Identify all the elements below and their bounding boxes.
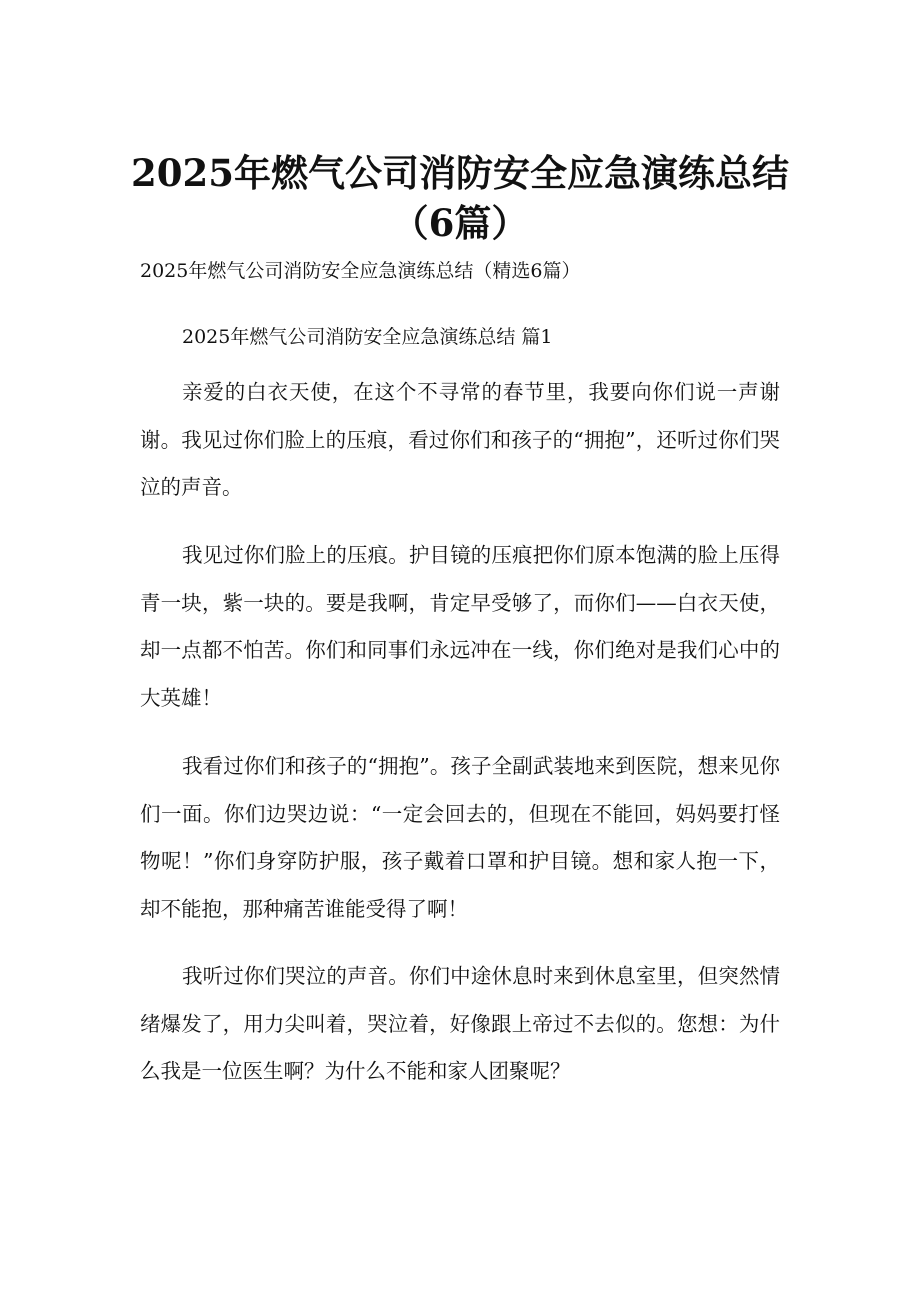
document-title: 2025年燃气公司消防安全应急演练总结（6篇） (131, 151, 789, 245)
paragraph: 我听过你们哭泣的声音。你们中途休息时来到休息室里，但突然情绪爆发了，用力尖叫着，哭泣着，好像跟上帝过不去似的。您想：为什么我是一位医生啊？为什么不能和家人团聚呢？ (140, 964, 780, 1083)
paragraph: 我看过你们和孩子的“拥抱”。孩子全副武装地来到医院，想来见你们一面。你们边哭边说：“一定会回去的，但现在不能回，妈妈要打怪物呢！”你们身穿防护服，孩子戴着口罩和护目镜。想和家人抱一下，却不能抱，那种痛苦谁能受得了啊！ (140, 754, 780, 921)
paragraph: 我见过你们脸上的压痕。护目镜的压痕把你们原本饱满的脸上压得青一块，紫一块的。要是我啊，肯定早受够了，而你们——白衣天使，却一点都不怕苦。你们和同事们永远冲在一线，你们绝对是我们心中的大英雄！ (140, 543, 780, 710)
section-heading: 2025年燃气公司消防安全应急演练总结 篇1 (182, 326, 553, 348)
document-subtitle: 2025年燃气公司消防安全应急演练总结（精选6篇） (140, 260, 581, 282)
paragraph: 亲爱的白衣天使，在这个不寻常的春节里，我要向你们说一声谢谢。我见过你们脸上的压痕，看过你们和孩子的“拥抱”，还听过你们哭泣的声音。 (140, 380, 780, 499)
